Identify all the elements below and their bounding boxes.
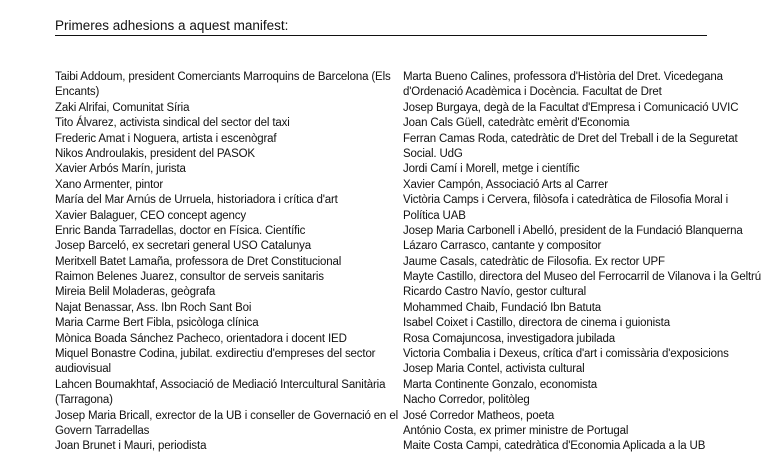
signatory-line: Xano Armenter, pintor — [55, 178, 164, 191]
signatory-line: Victoria Combalia i Dexeus, crítica d'art i comissària d'exposicions — [403, 348, 729, 361]
signatory-line: Mireia Belil Moladeras, geògrafa — [55, 286, 216, 299]
signatory-line: Jordi Camí i Morell, metge i científic — [403, 163, 580, 176]
signatory-line: Zaki Alrifai, Comunitat Síria — [55, 101, 190, 114]
signatory-line: Lahcen Boumakhtaf, Associació de Mediació Intercultural Sanitària — [55, 378, 386, 391]
signatory-line: Meritxell Batet Lamaña, professora de Dret Constitucional — [55, 255, 342, 268]
signatory-line: Miquel Bonastre Codina, jubilat. exdirectiu d'empreses del sector — [55, 348, 376, 361]
signatory-line: Xavier Balaguer, CEO concept agency — [55, 209, 247, 222]
signatory-line: Xavier Campón, Associació Arts al Carrer — [403, 178, 608, 191]
signatories-left-column — [55, 70, 398, 455]
signatory-line: Marta Continente Gonzalo, economista — [403, 378, 598, 391]
signatory-line: Enric Banda Tarradellas, doctor en Física. Científic — [55, 224, 306, 237]
signatory-line: Joan Brunet i Mauri, periodista — [55, 440, 207, 453]
signatory-line: Maite Costa Campi, catedràtica d'Economia Aplicada a la UB — [403, 440, 706, 453]
page-heading: Primeres adhesions a aquest manifest: — [55, 18, 707, 36]
signatory-line: José Corredor Matheos, poeta — [403, 409, 555, 422]
signatory-line: Política UAB — [403, 209, 466, 222]
signatory-line: Jaume Casals, catedràtic de Filosofia. Ex rector UPF — [403, 255, 665, 268]
signatory-line: María del Mar Arnús de Urruela, historiadora i crítica d'art — [55, 194, 338, 207]
signatory-line: Josep Maria Bricall, exrector de la UB i conseller de Governació en el — [55, 409, 398, 422]
signatory-line: Taibi Addoum, president Comerciants Marroquins de Barcelona (Els — [55, 71, 391, 83]
signatory-line: Josep Barceló, ex secretari general USO Catalunya — [55, 240, 312, 253]
signatory-line: Mohammed Chaib, Fundació Ibn Batuta — [403, 301, 602, 314]
signatory-line: Marta Bueno Calines, professora d'Història del Dret. Vicedegana — [403, 71, 723, 83]
signatory-line: Encants) — [55, 86, 100, 99]
signatory-line: António Costa, ex primer ministre de Portugal — [403, 424, 629, 437]
signatory-line: Nacho Corredor, politòleg — [403, 394, 530, 407]
signatory-line: Tito Álvarez, activista sindical del sector del taxi — [55, 117, 290, 130]
signatory-line: Xavier Arbós Marín, jurista — [55, 163, 186, 176]
signatory-line: audiovisual — [55, 363, 111, 376]
signatory-line: Ricardo Castro Navío, gestor cultural — [403, 286, 586, 299]
signatory-line: (Tarragona) — [55, 394, 113, 407]
signatory-line: d'Ordenació Acadèmica i Docència. Facultat de Dret — [403, 86, 662, 99]
signatory-line: Maria Carme Bert Fibla, psicòloga clínica — [55, 317, 259, 330]
signatory-line: Govern Tarradellas — [55, 424, 150, 437]
signatory-line: Victòria Camps i Cervera, filòsofa i catedràtica de Filosofia Moral i — [403, 194, 728, 207]
signatory-line: Ferran Camas Roda, catedràtic de Dret del Treball i de la Seguretat — [403, 132, 738, 145]
signatory-line: Frederic Amat i Noguera, artista i escenògraf — [55, 132, 277, 145]
signatory-line: Isabel Coixet i Castillo, directora de cinema i guionista — [403, 317, 670, 330]
signatory-line: Social. UdG — [403, 147, 463, 160]
signatory-line: Mònica Boada Sánchez Pacheco, orientadora i docent IED — [55, 332, 347, 345]
signatory-line: Joan Cals Güell, catedràtc emèrit d'Economia — [403, 117, 630, 130]
signatory-line: Mayte Castillo, directora del Museo del Ferrocarril de Vilanova i la Geltrú — [403, 271, 761, 284]
signatory-line: Josep Maria Carbonell i Abelló, president de la Fundació Blanquerna — [403, 224, 743, 237]
signatory-line: Najat Benassar, Ass. Ibn Roch Sant Boi — [55, 301, 252, 314]
signatory-line: Nikos Androulakis, president del PASOK — [55, 147, 255, 160]
signatory-line: Josep Burgaya, degà de la Facultat d'Empresa i Comunicació UVIC — [403, 101, 739, 114]
signatory-line: Raimon Belenes Juarez, consultor de serveis sanitaris — [55, 271, 324, 284]
signatories-right-column — [403, 70, 761, 455]
signatory-line: Rosa Comajuncosa, investigadora jubilada — [403, 332, 615, 345]
signatory-line: Josep Maria Contel, activista cultural — [403, 363, 585, 376]
signatory-line: Lázaro Carrasco, cantante y compositor — [403, 240, 602, 253]
